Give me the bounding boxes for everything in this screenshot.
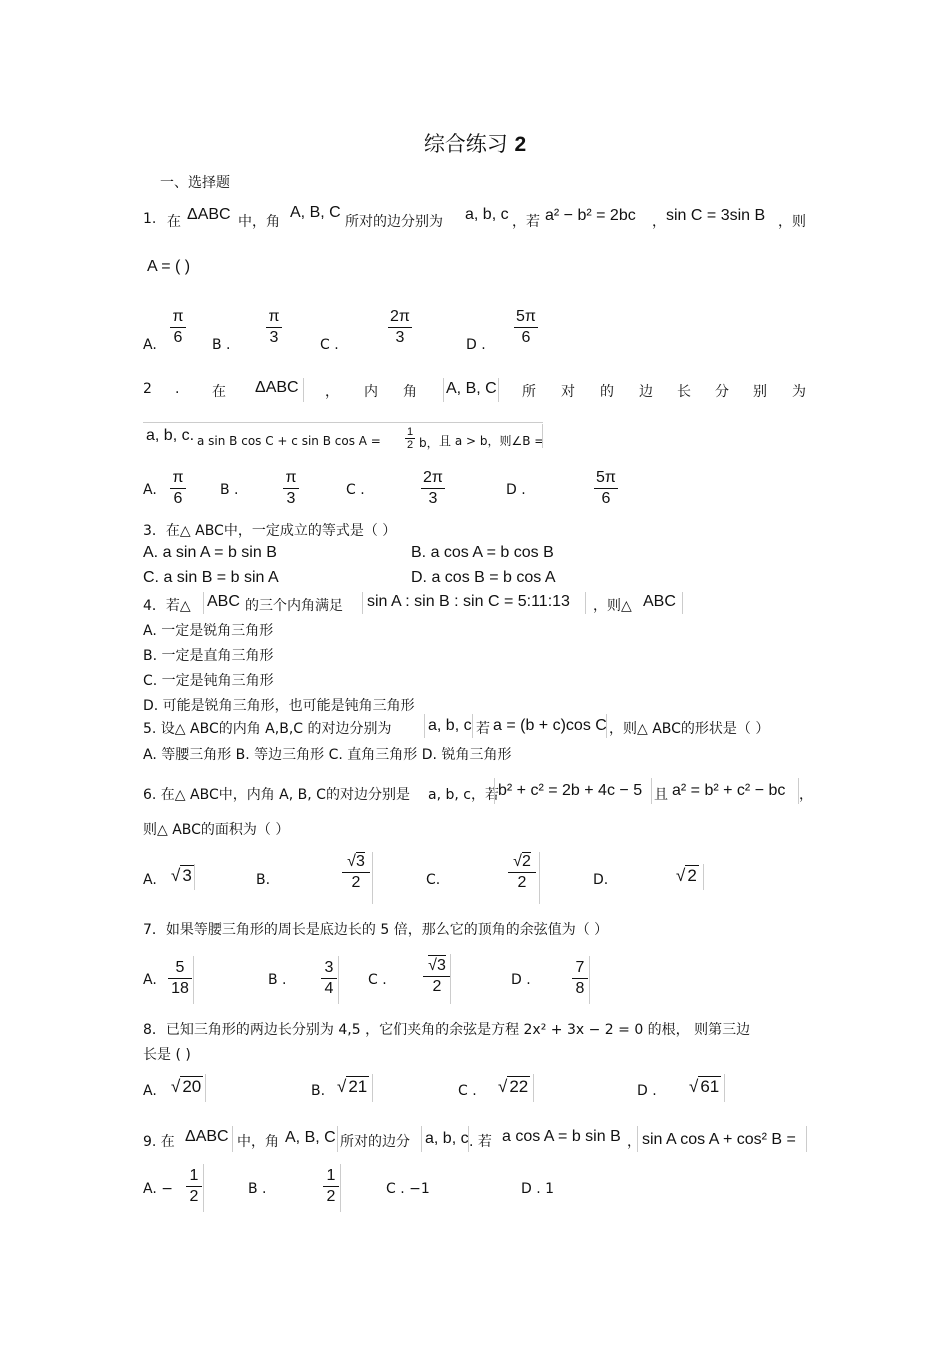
q6-stem: ，	[799, 787, 813, 803]
q5-stem: 5. 设△ ABC的内角 A,B,C 的对边分别为	[143, 721, 392, 737]
q2-option-b-label: B .	[220, 482, 239, 498]
q1-text: ，若	[512, 214, 540, 230]
q2-text: 在	[212, 384, 226, 400]
page-title: 综合练习 2	[423, 132, 527, 156]
q6-option-b-label: B.	[256, 872, 271, 888]
q6-option-c-fraction: √2 2	[508, 852, 536, 893]
q8-option-c-label: C .	[458, 1083, 477, 1099]
q6-equation-2: a² = b² + c² − bc	[672, 782, 786, 799]
q4-stem: ，则△	[593, 598, 632, 614]
q9-stem: . 若	[469, 1134, 492, 1150]
q1-number: 1.	[143, 211, 157, 227]
q9-option-c: C . −1	[386, 1181, 430, 1197]
q9-triangle: ΔABC	[185, 1128, 229, 1145]
q1-equation: a² − b² = 2bc	[545, 207, 636, 224]
q2-text: 的	[600, 384, 614, 400]
q3-option-a: A. a sin A = b sin B	[143, 544, 277, 561]
q1-option-b-label: B .	[212, 337, 231, 353]
q6-stem: 6. 在△ ABC中，内角 A, B, C的对边分别是	[143, 787, 410, 803]
q2-text: 分	[715, 384, 729, 400]
q8-question: 长是 ( )	[143, 1047, 191, 1063]
q2-text: ，	[325, 384, 339, 400]
q9-option-b-label: B .	[248, 1181, 267, 1197]
q4-stem: 4．若△	[143, 598, 191, 614]
q2-text: .	[175, 381, 180, 397]
q5-equation: a = (b + c)cos C	[493, 717, 607, 734]
q4-stem: 的三个内角满足	[245, 598, 343, 614]
q6-sides: a, b, c，若	[428, 787, 499, 803]
q8-option-a-sqrt: √ 20	[171, 1077, 202, 1096]
q2-text: 内	[364, 384, 378, 400]
q4-option-b: B. 一定是直角三角形	[143, 648, 274, 664]
q8-option-a-label: A.	[143, 1083, 157, 1099]
q6-option-d-sqrt: √ 2	[676, 866, 697, 885]
q9-stem: 中，角	[237, 1134, 279, 1150]
q2-option-d-fraction: 5π 6	[594, 468, 618, 509]
q7-option-c-fraction: √3 2	[423, 955, 451, 997]
q9-stem: ，	[627, 1134, 641, 1150]
q2-option-a-fraction: π 6	[170, 468, 186, 509]
q1-option-b-fraction: π 3	[266, 307, 282, 348]
q2-sides: a, b, c.	[146, 427, 195, 444]
q3-stem: 3．在△ ABC中，一定成立的等式是（ ）	[143, 523, 397, 539]
q1-equation-2: sin C = 3sin B	[666, 207, 766, 224]
q6-stem: 且	[654, 787, 668, 803]
q4-option-d: D. 可能是锐角三角形，也可能是钝角三角形	[143, 698, 415, 714]
q9-stem: 所对的边分	[340, 1134, 410, 1150]
q8-option-b-label: B.	[311, 1083, 326, 1099]
section-heading: 一、选择题	[160, 175, 230, 191]
q1-option-a-label: A.	[143, 337, 157, 353]
q6-equation-1: b² + c² = 2b + 4c − 5	[498, 782, 643, 799]
q2-number: 2	[143, 381, 152, 397]
q6-option-b-fraction: √3 2	[342, 852, 370, 893]
q1-option-a-fraction: π 6	[170, 307, 186, 348]
q2-text: 别	[753, 384, 767, 400]
q4-triangle: ABC	[643, 593, 676, 610]
q9-option-b-fraction: 1 2	[323, 1166, 339, 1207]
q9-condition: a cos A = b sin B	[502, 1128, 621, 1145]
q8-option-b-sqrt: √ 21	[337, 1077, 368, 1096]
q8-option-c-sqrt: √ 22	[498, 1077, 529, 1096]
q5-stem: 若	[476, 721, 490, 737]
q1-text: 在	[167, 214, 181, 230]
q3-option-c: C. a sin B = b sin A	[143, 569, 279, 586]
q9-expression: sin A cos A + cos² B =	[642, 1131, 796, 1148]
q1-text: 所对的边分别为	[345, 214, 443, 230]
q3-option-b: B. a cos A = b cos B	[411, 544, 554, 561]
q1-question: A = ( )	[147, 258, 191, 275]
q7-option-b-label: B .	[268, 972, 287, 988]
q7-stem: 7．如果等腰三角形的周长是底边长的 5 倍，那么它的顶角的余弦值为（ ）	[143, 922, 609, 938]
q1-triangle: ΔABC	[187, 206, 231, 223]
q6-question: 则△ ABC的面积为（ ）	[143, 822, 290, 838]
q2-text: 边	[639, 384, 653, 400]
q6-option-a-label: A.	[143, 872, 157, 888]
q7-option-c-label: C .	[368, 972, 387, 988]
q7-option-d-fraction: 7 8	[572, 958, 588, 999]
q1-option-c-label: C .	[320, 337, 339, 353]
q9-option-a-label: A. −	[143, 1181, 173, 1197]
q1-text: 中，角	[238, 214, 280, 230]
q1-option-d-fraction: 5π 6	[514, 307, 538, 348]
q9-angles: A, B, C	[285, 1129, 336, 1146]
q2-text: 所	[522, 384, 536, 400]
q4-option-c: C. 一定是钝角三角形	[143, 673, 274, 689]
q7-option-b-fraction: 3 4	[321, 958, 337, 999]
q2-text: b，	[419, 436, 439, 450]
q2-text: 对	[561, 384, 575, 400]
q5-stem: ，则△ ABC的形状是（ ）	[609, 721, 770, 737]
q1-option-c-fraction: 2π 3	[388, 307, 412, 348]
q1-option-d-label: D .	[466, 337, 486, 353]
q2-triangle: ΔABC	[255, 379, 299, 396]
q1-sides: a, b, c	[465, 206, 509, 223]
q9-option-d: D . 1	[521, 1181, 555, 1197]
q8-stem: 8．已知三角形的两边长分别为 4,5 ，它们夹角的余弦是方程 2x² + 3x − 2 = 0 的根， 则第三边	[143, 1022, 751, 1038]
q9-option-a-fraction: 1 2	[186, 1166, 202, 1207]
q1-angles: A, B, C	[290, 204, 341, 221]
q7-option-a-label: A.	[143, 972, 157, 988]
q2-option-d-label: D .	[506, 482, 526, 498]
q7-option-d-label: D .	[511, 972, 531, 988]
q2-text: 长	[677, 384, 691, 400]
q2-option-c-fraction: 2π 3	[421, 468, 445, 509]
q2-option-a-label: A.	[143, 482, 157, 498]
q7-option-a-fraction: 5 18	[168, 958, 192, 999]
q2-text: 为	[792, 384, 806, 400]
q9-stem: 9. 在	[143, 1134, 175, 1150]
q2-text: 角	[403, 384, 417, 400]
q2-condition: 且 a > b，则∠B =	[439, 434, 545, 448]
q6-option-a-sqrt: √ 3	[171, 866, 192, 885]
q3-option-d: D. a cos B = b cos A	[411, 569, 556, 586]
q5-options: A. 等腰三角形 B. 等边三角形 C. 直角三角形 D. 锐角三角形	[143, 747, 512, 763]
q6-option-d-label: D.	[593, 872, 609, 888]
q2-equation: a sin B cos C + c sin B cos A =	[197, 434, 381, 448]
q1-text: ，则	[778, 214, 806, 230]
q1-text: ，	[652, 214, 666, 230]
q4-triangle: ABC	[207, 593, 240, 610]
q2-option-b-fraction: π 3	[283, 468, 299, 509]
q8-option-d-sqrt: √ 61	[689, 1077, 720, 1096]
q6-option-c-label: C.	[426, 872, 441, 888]
q4-option-a: A. 一定是锐角三角形	[143, 623, 274, 639]
q8-option-d-label: D .	[637, 1083, 657, 1099]
q2-half-fraction: 1 2	[406, 426, 414, 451]
q9-sides: a, b, c	[425, 1130, 469, 1147]
q2-option-c-label: C .	[346, 482, 365, 498]
q5-sides: a, b, c	[428, 717, 472, 734]
q2-angles: A, B, C	[446, 380, 497, 397]
q4-ratio: sin A : sin B : sin C = 5:11:13	[367, 593, 570, 610]
